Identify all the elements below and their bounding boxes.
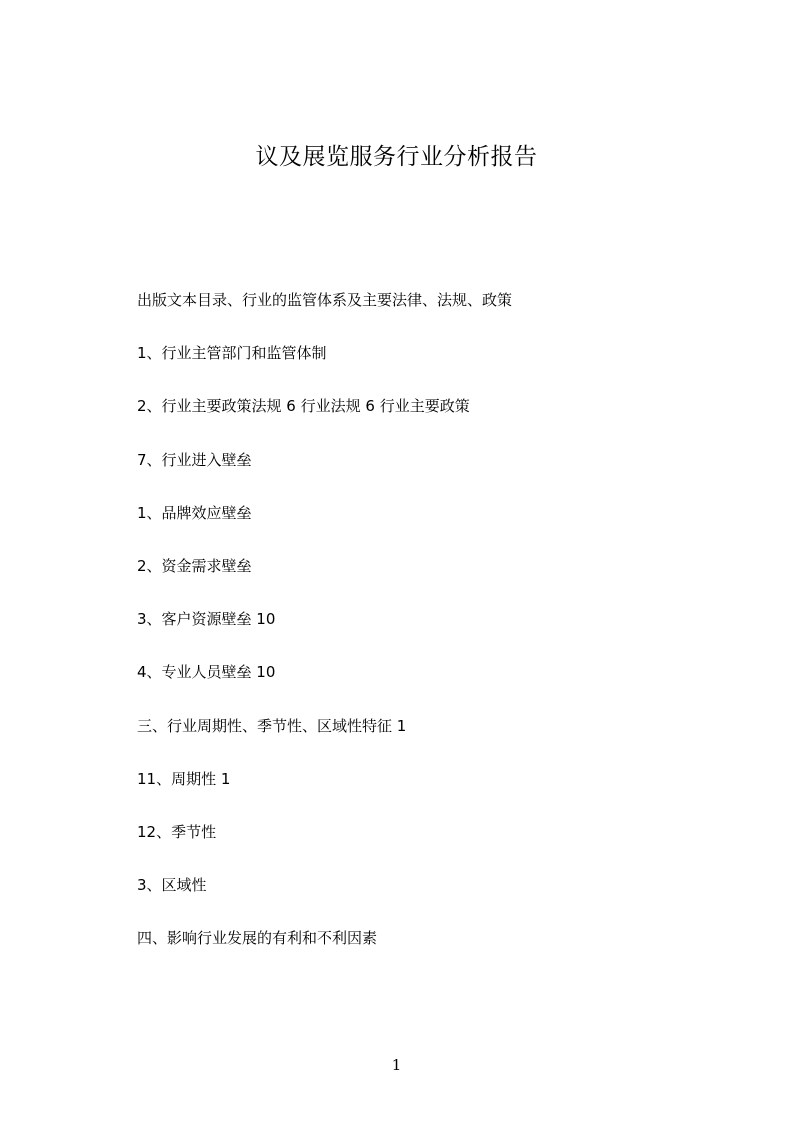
toc-item: 7、行业进入壁垒 [137, 450, 252, 469]
toc-item: 4、专业人员壁垒 10 [137, 663, 276, 682]
toc-item: 2、行业主要政策法规 6 行业法规 6 行业主要政策 [137, 397, 470, 416]
toc-item: 12、季节性 [137, 822, 217, 841]
document-title: 议及展览服务行业分析报告 [255, 144, 538, 170]
toc-item: 2、资金需求壁垒 [137, 556, 252, 575]
page-number: 1 [391, 1056, 402, 1074]
toc-item: 3、区域性 [137, 876, 207, 895]
toc-item: 出版文本目录、行业的监管体系及主要法律、法规、政策 [137, 291, 513, 309]
toc-item: 四、影响行业发展的有利和不利因素 [137, 929, 378, 948]
toc-item: 三、行业周期性、季节性、区域性特征 1 [137, 716, 407, 735]
toc-item: 1、行业主管部门和监管体制 [137, 344, 327, 363]
table-of-contents [137, 289, 512, 980]
toc-item: 1、品牌效应壁垒 [137, 503, 252, 522]
toc-item: 3、客户资源壁垒 10 [137, 610, 276, 629]
toc-item: 11、周期性 1 [137, 769, 231, 788]
